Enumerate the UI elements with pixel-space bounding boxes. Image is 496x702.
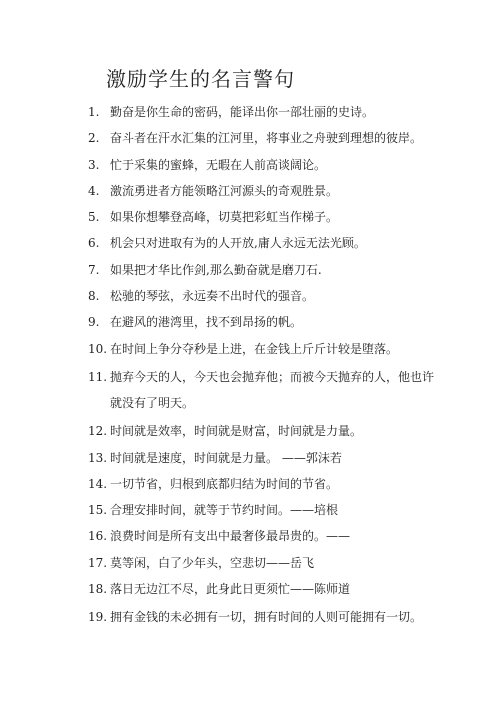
quote-text: 激流勇进者方能领略江河源头的奇观胜景。 [110, 183, 339, 198]
quote-text: 机会只对进取有为的人开放,庸人永远无法光顾。 [110, 236, 366, 251]
quote-item [88, 420, 438, 442]
quote-number: 12. [88, 424, 108, 439]
quote-item [88, 127, 438, 149]
quote-number: 13. [88, 450, 108, 465]
quote-number: 4. [88, 183, 100, 198]
quote-item [88, 206, 438, 228]
quote-text: 忙于采集的蜜蜂，无暇在人前高谈阔论。 [110, 157, 327, 172]
quote-number: 1. [88, 105, 100, 119]
quote-text: 勤奋是你生命的密码，能译出你一部壮丽的史诗。 [110, 105, 375, 119]
quote-text: 浪费时间是所有支出中最奢侈最昂贵的。—— [110, 529, 351, 544]
quote-text: 时间就是速度，时间就是力量。 ——郭沫若 [110, 450, 342, 465]
quote-text: 奋斗者在汗水汇集的江河里，将事业之舟驶到理想的彼岸。 [110, 131, 423, 146]
quote-text: 莫等闲，白了少年头，空悲切——岳飞 [110, 555, 315, 570]
quote-number: 14. [88, 476, 108, 491]
quote-item [88, 499, 438, 521]
quote-text: 拥有金钱的未必拥有一切，拥有时间的人则可能拥有一切。 [110, 610, 423, 625]
quote-number: 11. [88, 369, 108, 384]
quote-number: 18. [88, 582, 108, 597]
quote-text: 在避风的港湾里，找不到昂扬的帆。 [110, 315, 303, 330]
quote-item [88, 473, 438, 495]
quote-text: 一切节省，归根到底都归结为时间的节省。 [110, 476, 339, 491]
quote-text: 松驰的琴弦，永远奏不出时代的强音。 [110, 289, 315, 304]
quote-item [88, 285, 438, 307]
quote-number: 6. [88, 236, 100, 251]
quote-number: 17. [88, 555, 108, 570]
quote-item [88, 578, 438, 600]
quote-item [88, 604, 438, 630]
quote-item [88, 525, 438, 547]
quote-item [88, 552, 438, 574]
quote-number: 19. [88, 610, 108, 625]
quote-item [88, 447, 438, 469]
quote-item [88, 154, 438, 176]
quote-text: 抛弃今天的人，今天也会抛弃他；而被今天抛弃的人，他也许就没有了明天。 [110, 369, 435, 410]
quote-number: 2. [88, 131, 100, 146]
quote-number: 16. [88, 529, 108, 544]
quote-text: 如果把才华比作剑,那么勤奋就是磨刀石. [110, 262, 322, 277]
quote-item [88, 101, 438, 123]
quote-number: 9. [88, 315, 100, 330]
quote-number: 5. [88, 210, 100, 225]
quote-item [88, 364, 438, 416]
quote-text: 如果你想攀登高峰，切莫把彩虹当作梯子。 [110, 210, 339, 225]
quote-number: 3. [88, 157, 100, 172]
quote-number: 7. [88, 262, 100, 277]
quote-item [88, 311, 438, 333]
quote-number: 8. [88, 289, 100, 304]
document-title: 激励学生的名言警句 [106, 67, 295, 91]
quote-text: 落日无边江不尽，此身此日更须忙——陈师道 [110, 582, 351, 597]
quote-item [88, 180, 438, 202]
quote-list [88, 101, 438, 635]
quote-text: 时间就是效率，时间就是财富，时间就是力量。 [110, 424, 363, 439]
quote-item [88, 338, 438, 360]
quote-number: 10. [88, 341, 108, 356]
quote-item [88, 232, 438, 254]
quote-text: 在时间上争分夺秒是上进，在金钱上斤斤计较是堕落。 [110, 341, 399, 356]
quote-number: 15. [88, 503, 108, 518]
quote-text: 合理安排时间，就等于节约时间。——培根 [110, 503, 339, 518]
quote-item [88, 259, 438, 281]
